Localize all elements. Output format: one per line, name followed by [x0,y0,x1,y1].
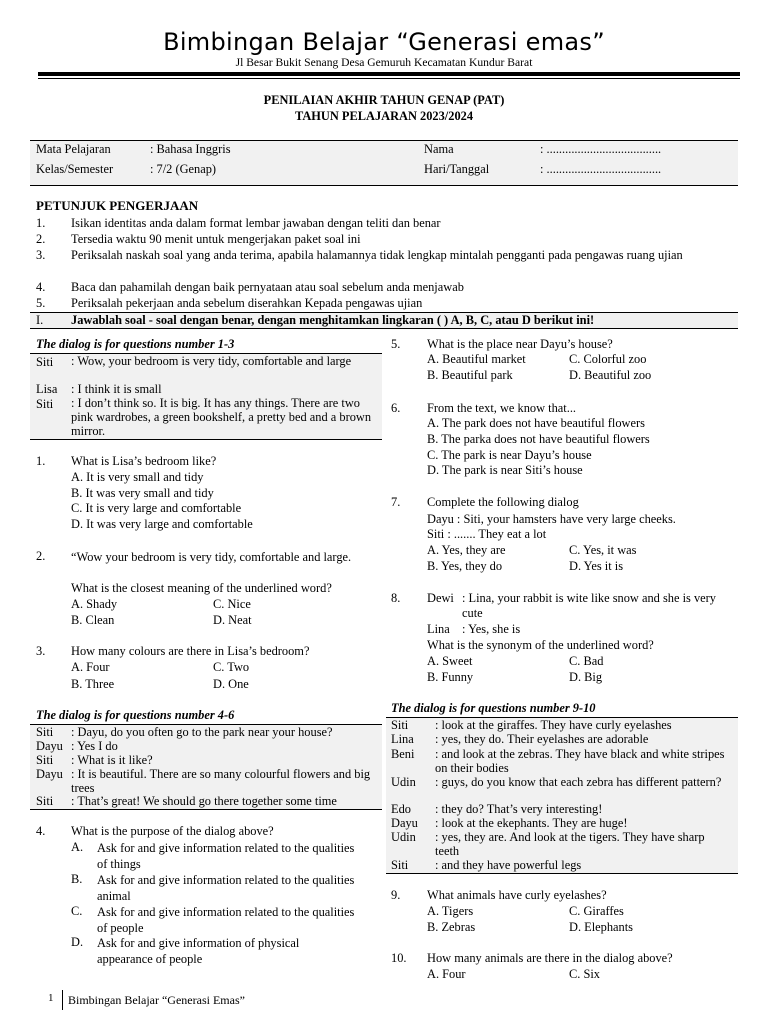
class-value: : 7/2 (Genap) [150,162,217,176]
dialog-speaker: Dayu [36,739,63,753]
question-number: 7. [391,495,401,509]
option[interactable]: C. Bad [569,654,604,668]
dialog-line: : Yes I do [71,739,118,753]
dialog-line: : and look at the zebras. They have black and white stripes on their bodies [435,747,725,775]
option[interactable]: B. Yes, they do [427,559,503,573]
option-letter: D. [71,935,84,949]
option[interactable]: C. The park is near Dayu’s house [427,448,592,462]
dialog-speaker: Lisa [36,382,58,396]
question-number: 1. [36,454,46,468]
dialog-line: : guys, do you know that each zebra has different pattern? [435,775,722,789]
option[interactable]: B. Clean [71,613,115,627]
question-text: From the text, we know that... [427,401,577,415]
option[interactable]: Ask for and give information of physical appearance of people [97,936,300,966]
dialog-speaker: Lina [427,622,450,636]
option[interactable]: B. The parka does not have beautiful flowers [427,432,650,446]
dialog-speaker: Lina [391,732,414,746]
question-number: 6. [391,401,401,415]
dewi-line: : Lina, your rabbit is wite like snow and she is very cute [462,591,716,620]
name-label: Nama [424,142,454,156]
header-title: Bimbingan Belajar “Generasi emas” [163,28,605,56]
dialog-line: : It is beautiful. There are so many colourful flowers and big trees [71,767,371,795]
option[interactable]: C. Six [569,967,600,981]
footer-text: Bimbingan Belajar “Generasi Emas” [68,993,245,1007]
dialog-line: : I think it is small [71,382,162,396]
dialog-line: : That’s great! We should go there together some time [71,794,337,808]
dialog-speaker: Siti [36,355,54,369]
option[interactable]: A. The park does not have beautiful flowers [427,416,645,430]
dialog-line: : look at the giraffes. They have curly eyelashes [435,718,672,732]
option[interactable]: C. Two [213,660,250,674]
subject-value: : Bahasa Inggris [150,142,231,156]
dialog-speaker: Siti [391,718,409,732]
section-instruction: Jawablah soal - soal dengan benar, dengan menghitamkan lingkaran ( ) A, B, C, atau D berikut ini! [71,313,595,327]
dialog-speaker: Siti [36,794,54,808]
name-field[interactable]: : ..................................... [540,142,662,156]
option[interactable]: D. One [213,677,249,691]
option-letter: B. [71,872,83,886]
dialog-speaker: Udin [391,830,416,844]
dialog-line: : look at the ekephants. They are huge! [435,816,628,830]
option[interactable]: B. Zebras [427,920,476,934]
section-num: I. [36,313,44,327]
option[interactable]: Ask for and give information related to the qualities of things [97,841,355,871]
option[interactable]: B. Three [71,677,115,691]
dialog-speaker: Udin [391,775,416,789]
option[interactable]: A. Beautiful market [427,352,526,366]
dialog-speaker: Edo [391,802,411,816]
option[interactable]: C. Colorful zoo [569,352,647,366]
option[interactable]: A. Four [71,660,110,674]
question-number: 4. [36,824,46,838]
option[interactable]: A. Yes, they are [427,543,506,557]
dialog-line: : Yes, she is [462,622,521,636]
dialog3-heading: The dialog is for questions number 9-10 [391,701,596,715]
option[interactable]: C. Giraffes [569,904,624,918]
date-field[interactable]: : ..................................... [540,162,662,176]
question-number: 3. [36,644,46,658]
dialog-line: : Dayu, do you often go to the park near your house? [71,725,333,739]
dialog-line [462,591,722,621]
question-text: Complete the following dialog [427,495,579,509]
dialog-speaker: Dewi [427,591,454,605]
question-number: 8. [391,591,401,605]
option[interactable]: C. Yes, it was [569,543,637,557]
dialog-speaker: Dayu [36,767,63,781]
question-text: How many animals are there in the dialog above? [427,951,673,965]
page-number: 1 [48,992,54,1004]
question-text: What is the place near Dayu’s house? [427,337,613,351]
option[interactable]: D. It was very large and comfortable [71,517,253,531]
option[interactable]: A. Shady [71,597,118,611]
option[interactable]: B. Funny [427,670,474,684]
option[interactable]: D. Elephants [569,920,634,934]
footer-divider [62,990,63,1010]
date-label: Hari/Tanggal [424,162,490,176]
dialog2-heading: The dialog is for questions number 4-6 [36,708,235,722]
question-number: 10. [391,951,407,965]
dialog-speaker: Dayu [391,816,418,830]
dialog-line: : Wow, your bedroom is very tidy, comfortable and large [71,354,352,368]
option[interactable]: B. It was very small and tidy [71,486,214,500]
dialog1-box [30,353,382,440]
header-address: Jl Besar Bukit Senang Desa Gemuruh Kecamatan Kundur Barat [235,56,533,69]
question-number: 5. [391,337,401,351]
question-text: How many colours are there in Lisa’s bedroom? [71,644,310,658]
subject-label: Mata Pelajaran [36,142,111,156]
option[interactable]: C. It is very large and comfortable [71,501,242,515]
option-letter: A. [71,840,84,854]
option[interactable]: D. Yes it is [569,559,624,573]
dialog-line: : and they have powerful legs [435,858,582,872]
question-number: 9. [391,888,401,902]
option[interactable]: A. Four [427,967,466,981]
header-rule [38,72,740,76]
class-label: Kelas/Semester [36,162,114,176]
identity-box [30,140,738,186]
exam-title: PENILAIAN AKHIR TAHUN GENAP (PAT) [263,93,505,107]
exam-year: TAHUN PELAJARAN 2023/2024 [294,109,474,123]
dialog-line: : What is it like? [71,753,153,767]
dialog-line: : yes, they are. And look at the tigers. They have sharp teeth [435,830,705,858]
dialog2-box [30,724,382,810]
question-text-2: What is the closest meaning of the underlined word? [71,581,332,595]
option[interactable]: B. Beautiful park [427,368,513,382]
question-dialog-line: Siti : ....... They eat a lot [427,527,547,541]
question-text: “Wow your bedroom is very tidy, comfortable and large. [71,550,352,564]
dialog-speaker: Siti [36,397,54,411]
option[interactable]: D. The park is near Siti’s house [427,463,583,477]
question-text: What animals have curly eyelashes? [427,888,607,902]
section-bar [30,312,738,329]
dialog-speaker: Siti [36,753,54,767]
dialog-line: : I don’t think so. It is big. It has any things. There are two pink wardrobes, a green bookshelf, a pretty bed and a brown mirror. [71,396,372,438]
option-letter: C. [71,904,83,918]
dialog-speaker: Siti [391,858,409,872]
dialog1-heading: The dialog is for questions number 1-3 [36,337,235,351]
option[interactable]: D. Neat [213,613,252,627]
option[interactable]: Ask for and give information related to the qualities animal [97,873,355,903]
option[interactable]: A. It is very small and tidy [71,470,204,484]
option[interactable]: D. Beautiful zoo [569,368,652,382]
option[interactable]: A. Sweet [427,654,473,668]
dialog-speaker: Siti [36,725,54,739]
question-dialog-line: Dayu : Siti, your hamsters have very large cheeks. [427,512,676,526]
question-number: 2. [36,549,46,563]
header-rule-thin [38,78,740,79]
question-text: What is Lisa’s bedroom like? [71,454,217,468]
dialog3-box [386,717,738,874]
option[interactable]: C. Nice [213,597,251,611]
option[interactable]: D. Big [569,670,603,684]
dialog-line: : they do? That’s very interesting! [435,802,603,816]
option[interactable]: Ask for and give information related to the qualities of people [97,905,355,935]
instructions-heading: PETUNJUK PENGERJAAN [36,198,199,213]
question-text: What is the synonym of the underlined word? [427,638,654,652]
option[interactable]: A. Tigers [427,904,474,918]
question-text: What is the purpose of the dialog above? [71,824,274,838]
dialog-speaker: Beni [391,747,415,761]
dialog-line: : yes, they do. Their eyelashes are adorable [435,732,649,746]
